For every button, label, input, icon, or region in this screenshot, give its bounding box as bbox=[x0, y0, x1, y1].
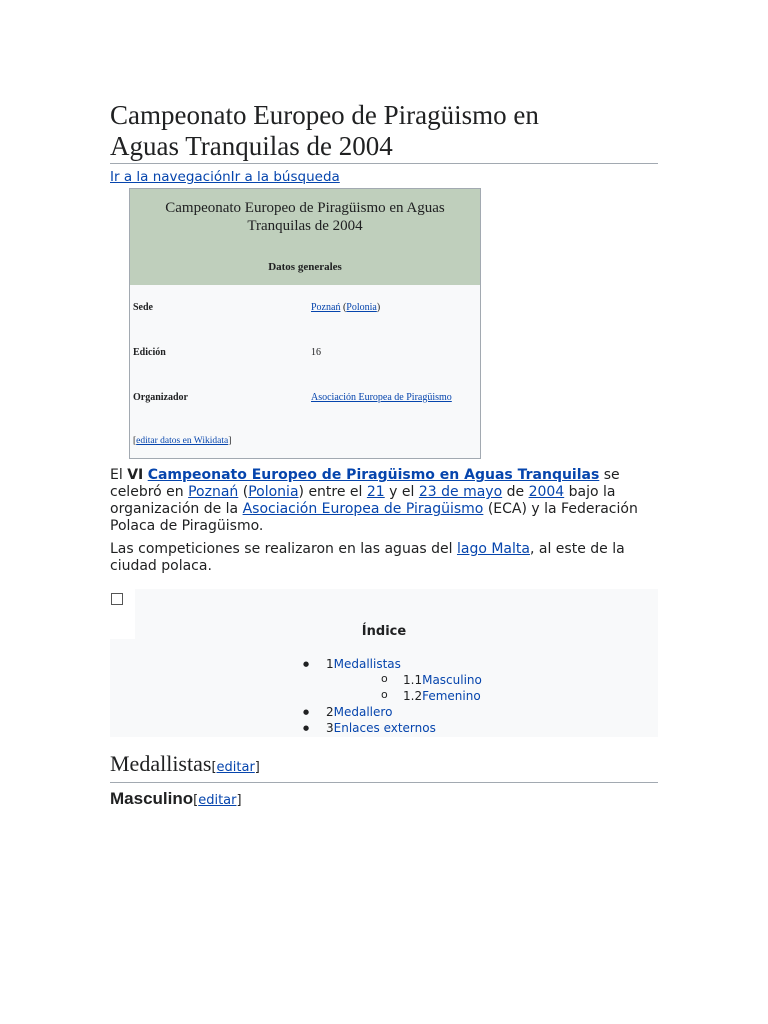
infobox-label: Organizador bbox=[133, 392, 188, 403]
page-title: Campeonato Europeo de Piragüismo en Aguas Tranquilas de 2004 bbox=[110, 100, 658, 164]
venue-paragraph: Las competiciones se realizaron en las aguas del lago Malta, al este de la ciudad polaca. bbox=[110, 541, 625, 574]
article bbox=[110, 100, 658, 812]
infobox-subheader: Datos generales bbox=[268, 261, 342, 273]
toc-subitem[interactable]: o 1.2Femenino bbox=[303, 688, 482, 704]
table-of-contents bbox=[110, 589, 658, 737]
infobox-row-edicion bbox=[130, 330, 480, 375]
toc-link-medallero[interactable]: Medallero bbox=[333, 705, 393, 719]
jump-to-search-link[interactable]: Ir a la búsqueda bbox=[230, 169, 340, 185]
toc-title: Índice bbox=[361, 624, 407, 639]
edit-section: [editar] bbox=[193, 793, 242, 808]
toc-item[interactable]: ● 2Medallero bbox=[303, 704, 482, 720]
poznan-text-link[interactable]: Poznań bbox=[188, 484, 239, 500]
edit-section: [editar] bbox=[211, 760, 260, 775]
infobox-header bbox=[130, 189, 480, 285]
toc-item[interactable]: ● 3Enlaces externos bbox=[303, 720, 482, 736]
lago-malta-link[interactable]: lago Malta bbox=[456, 541, 530, 557]
infobox-value bbox=[311, 392, 452, 403]
infobox-footer: [editar datos en Wikidata] bbox=[133, 436, 232, 446]
intro-paragraph: El VI Campeonato Europeo de Piragüismo en Aguas Tranquilas se celebró en Poznań (Polonia) entre el 21 y el 23 de mayo de 2004 bajo la organización de la Asociación Europea de Piragüismo (ECA) y la Federación Polaca de Piragüismo. bbox=[110, 467, 638, 534]
infobox-row-organizador bbox=[130, 375, 480, 420]
infobox-title: Campeonato Europeo de Piragüismo en Aguas Tranquilas de 2004 bbox=[165, 200, 445, 234]
eca-link[interactable]: Asociación Europea de Piragüismo bbox=[311, 392, 452, 403]
may-23-link[interactable]: 23 de mayo bbox=[418, 484, 503, 500]
jump-to-navigation-link[interactable]: Ir a la navegación bbox=[110, 169, 231, 185]
polonia-link[interactable]: Polonia bbox=[346, 302, 377, 313]
infobox-label: Edición bbox=[133, 347, 166, 358]
eca-text-link[interactable]: Asociación Europea de Piragüismo bbox=[242, 501, 484, 517]
championship-link[interactable]: Campeonato Europeo de Piragüismo en Aguas Tranquilas bbox=[147, 467, 600, 483]
edit-medallistas-link[interactable]: editar bbox=[216, 760, 255, 775]
toc-link-femenino[interactable]: Femenino bbox=[422, 689, 481, 703]
section-heading-masculino: Masculino[editar] bbox=[110, 789, 242, 808]
poznan-link[interactable]: Poznań bbox=[311, 302, 341, 313]
year-2004-link[interactable]: 2004 bbox=[528, 484, 565, 500]
toc-toggle-checkbox[interactable] bbox=[111, 593, 123, 605]
toc-link-masculino[interactable]: Masculino bbox=[422, 673, 482, 687]
infobox-row-sede bbox=[130, 285, 480, 330]
infobox bbox=[129, 188, 481, 459]
section-heading-medallistas: Medallistas[editar] bbox=[110, 751, 658, 783]
jump-links bbox=[110, 168, 658, 186]
toc-item[interactable]: ● 1Medallistas bbox=[303, 656, 482, 672]
infobox-value: 16 bbox=[311, 347, 321, 358]
toc-link-enlaces[interactable]: Enlaces externos bbox=[333, 721, 436, 735]
toc-list bbox=[303, 656, 482, 736]
polonia-text-link[interactable]: Polonia bbox=[248, 484, 299, 500]
infobox-label: Sede bbox=[133, 302, 153, 313]
toc-subitem[interactable]: o 1.1Masculino bbox=[303, 672, 482, 688]
edit-wikidata-link[interactable]: editar datos en Wikidata bbox=[136, 436, 229, 446]
edit-masculino-link[interactable]: editar bbox=[198, 793, 237, 808]
toc-link-medallistas[interactable]: Medallistas bbox=[333, 657, 401, 671]
day-21-link[interactable]: 21 bbox=[366, 484, 385, 500]
infobox-value: Poznań (Polonia) bbox=[311, 302, 381, 313]
